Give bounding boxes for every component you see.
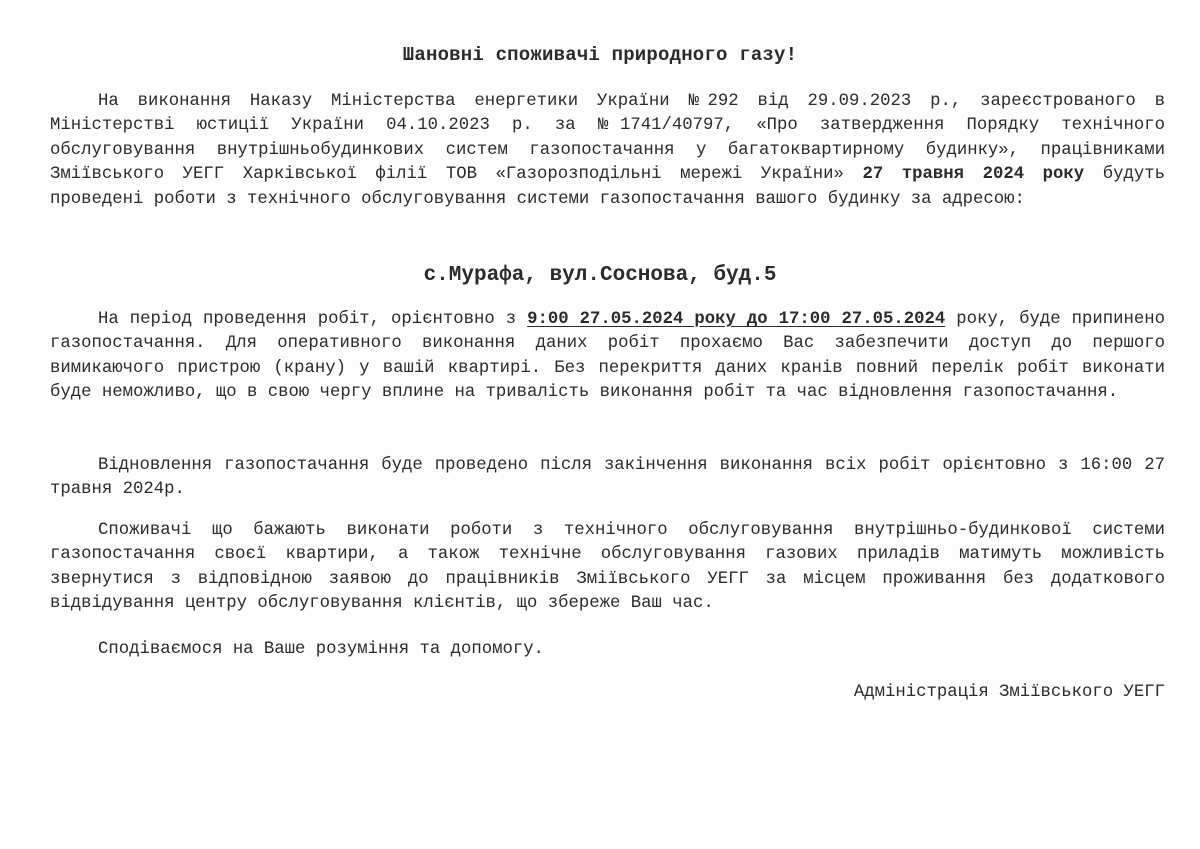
shutdown-period: 9:00 27.05.2024 року до 17:00 27.05.2024: [527, 310, 946, 329]
closing-text: Сподіваємося на Ваше розуміння та допомогу.: [98, 640, 544, 659]
intro-text-continued: будуть проведені роботи з технічного обслуговування системи газопостачання вашого будинку за адресою:: [50, 165, 1165, 209]
intro-text: На виконання Наказу Міністерства енергетики України №292 від 29.09.2023 р., зареєстрованого в Міністерстві юстиції України 04.10.2023 р. за №1741/40797, «Про затвердження Порядку технічного обслуговування внутрішньобудинкових систем газопостачання у багатоквартирному будинку», працівниками Зміївського УЕГГ Харківської філії ТОВ «Газорозподільні мережі України»: [50, 92, 1165, 185]
paragraph-closing: [50, 638, 1165, 662]
shutdown-text-continued: року, буде припинено газопостачання. Для оперативного виконання даних робіт прохаємо Вас забезпечити доступ до першого вимикаючого пристрою (крану) у вашій квартирі. Без перекриття даних кранів повний перелік робіт виконати буде неможливо, що в свою чергу вплине на тривалість виконання робіт та час відновлення газопостачання.: [50, 310, 1165, 403]
paragraph-restoration: [50, 454, 1165, 503]
paragraph-intro: [50, 90, 1165, 212]
shutdown-text: На період проведення робіт, орієнтовно з: [98, 310, 517, 329]
restoration-text: Відновлення газопостачання буде проведено після закінчення виконання всіх робіт орієнтовно з 16:00 27 травня 2024р.: [50, 456, 1165, 500]
notice-title: Шановні споживачі природного газу!: [402, 44, 798, 66]
consumers-text: Споживачі що бажають виконати роботи з технічного обслуговування внутрішньо-будинкової системи газопостачання своєї квартири, а також технічне обслуговування газових приладів матимуть можливість звернутися з відповідною заявою до працівників Зміївського УЕГГ за місцем проживання без додаткового відвідування центру обслуговування клієнтів, що збереже Ваш час.: [50, 521, 1165, 614]
address: с.Мурафа, вул.Соснова, буд.5: [423, 264, 777, 287]
works-date: 27 травня 2024 року: [862, 165, 1085, 185]
paragraph-shutdown: [50, 308, 1165, 406]
signature: Адміністрація Зміївського УЕГГ: [853, 683, 1165, 702]
paragraph-consumers: [50, 519, 1165, 617]
